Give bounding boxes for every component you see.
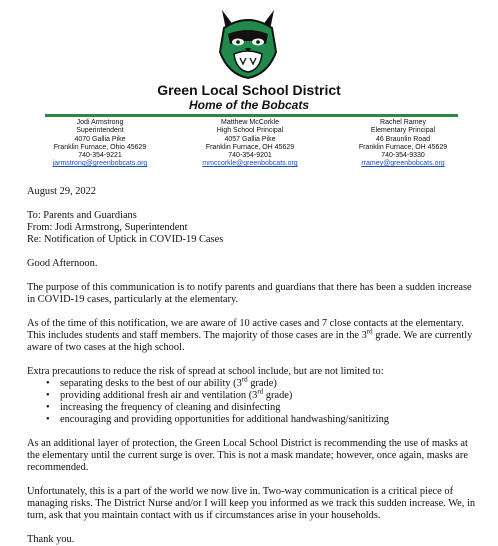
- letter-to: To: Parents and Guardians: [27, 210, 137, 221]
- contact-title: Elementary Principal: [370, 127, 436, 135]
- district-name: Green Local School District: [157, 82, 341, 98]
- paragraph-purpose: The purpose of this communication is to notify parents and guardians that there has been a sudden increase in COVID-19 cases, particularly at the elementary.: [27, 282, 472, 305]
- paragraph-communication: Unfortunately, this is a part of the world we now live in. Two-way communication is a critical piece of managing risks. The District Nurse and/or I will keep you informed as we track this sudden increase. We, in turn, ask that you maintain contact with us if circumstances arise in your households.: [27, 486, 476, 521]
- letter-closing: Thank you.: [27, 534, 75, 545]
- contact-address: 46 Braunlin Road: [375, 135, 431, 143]
- list-item: • providing additional fresh air and ventilation (3rd grade): [60, 390, 482, 402]
- contact-elementary-principal: [333, 119, 473, 169]
- contact-name: Rachel Ramey: [380, 119, 426, 126]
- contact-title: Superintendent: [76, 127, 124, 135]
- contact-email-link[interactable]: jarmstrong@greenbobcats.org: [52, 160, 148, 168]
- contact-address: 4057 Gallia Pike: [224, 135, 276, 143]
- list-item: • separating desks to the best of our ability (3rd grade): [60, 378, 482, 390]
- contact-name: Jodi Armstrong: [76, 119, 124, 126]
- paragraph-precautions-intro: Extra precautions to reduce the risk of spread at school include, but are not limited to:: [27, 366, 384, 377]
- header-divider: [45, 114, 458, 117]
- precautions-list: [27, 375, 482, 426]
- letter-date: August 29, 2022: [27, 186, 96, 197]
- contact-high-school-principal: [180, 119, 320, 169]
- letter-re: Re: Notification of Uptick in COVID-19 Cases: [27, 234, 224, 245]
- contact-address: 4070 Gallia Pike: [74, 135, 126, 143]
- letter-greeting: Good Afternoon.: [27, 258, 98, 269]
- list-item: • encouraging and providing opportunities for additional handwashing/sanitizing: [60, 414, 482, 426]
- paragraph-cases: As of the time of this notification, we are aware of 10 active cases and 7 close contacts at the elementary. This includes students and staff members. The majority of those cases are in the 3rd grade. We are currently aware of two cases at the high school.: [27, 318, 473, 353]
- contact-email-link[interactable]: rramey@greenbobcats.org: [361, 160, 445, 168]
- paragraph-masks: As an additional layer of protection, the Green Local School District is recommending the use of masks at the elementary until the current surge is over. This is not a mask mandate; however, once again, masks are recommended.: [27, 438, 468, 473]
- contact-phone: 740-354-9330: [381, 152, 425, 160]
- contact-phone: 740-354-9221: [78, 152, 122, 160]
- contact-name: Matthew McCorkle: [221, 119, 279, 126]
- contact-phone: 740-354-9201: [228, 152, 272, 160]
- contact-city: Franklin Furnace, Ohio 45629: [53, 143, 147, 151]
- letter-from: From: Jodi Armstrong, Superintendent: [27, 222, 188, 233]
- contact-superintendent: [30, 119, 170, 169]
- contact-email-link[interactable]: mmccorkle@greenbobcats.org: [202, 160, 298, 168]
- district-tagline: Home of the Bobcats: [188, 98, 309, 112]
- list-item: • increasing the frequency of cleaning and disinfecting: [60, 402, 482, 414]
- contact-city: Franklin Furnace, OH 45629: [205, 143, 295, 151]
- letter-body: [27, 186, 482, 546]
- contact-city: Franklin Furnace, OH 45629: [358, 143, 448, 151]
- contact-title: High School Principal: [216, 127, 284, 135]
- bobcat-mascot-icon: [212, 4, 284, 80]
